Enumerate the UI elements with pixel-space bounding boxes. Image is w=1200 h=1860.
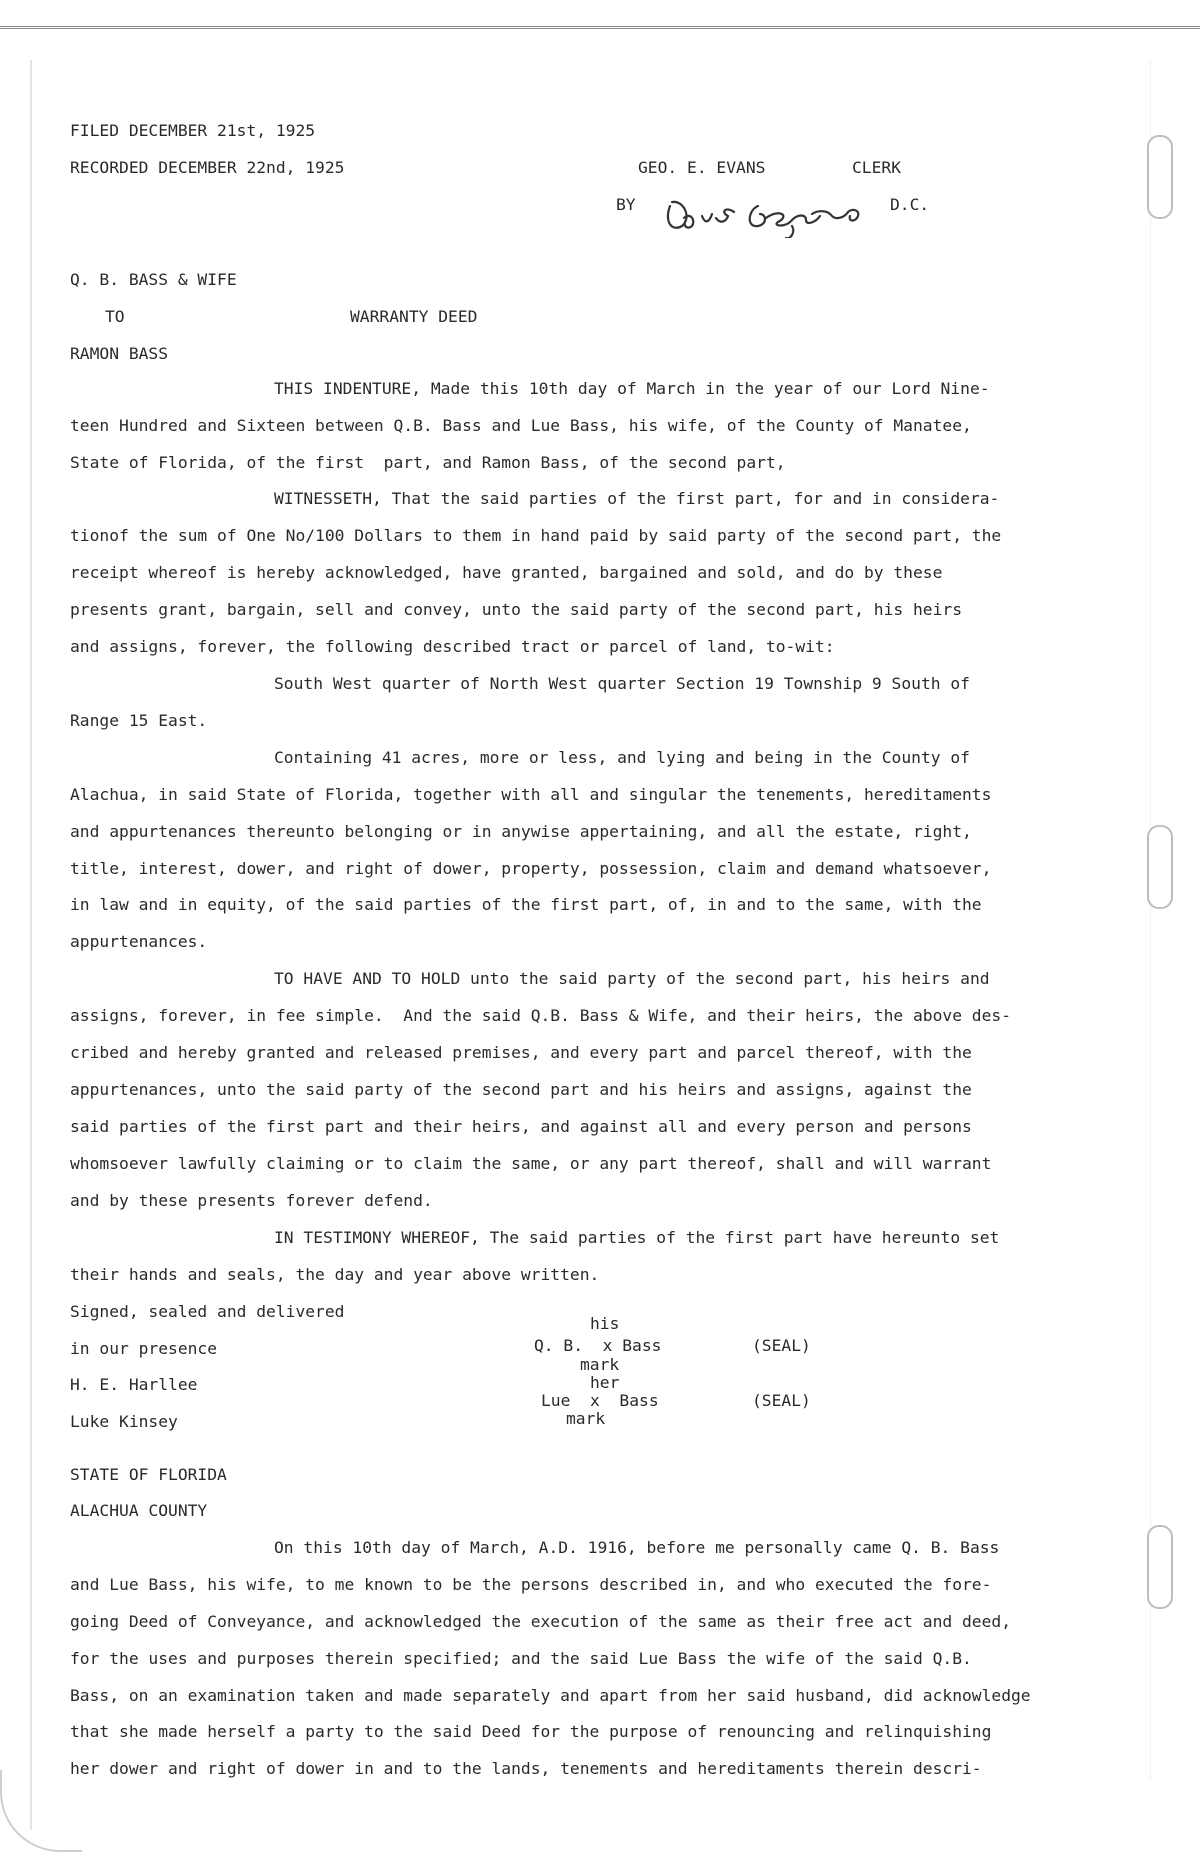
signed-sealed-label: Signed, sealed and delivered: [70, 1302, 345, 1321]
body-line: said parties of the first part and their heirs, and against all and every person and persons: [70, 1117, 972, 1136]
right-margin-line: [1150, 60, 1151, 1780]
ack-line: Bass, on an examination taken and made separately and apart from her said husband, did acknowledge: [70, 1686, 1031, 1705]
ack-line: On this 10th day of March, A.D. 1916, before me personally came Q. B. Bass: [274, 1538, 1000, 1557]
body-line: State of Florida, of the first part, and Ramon Bass, of the second part,: [70, 453, 786, 472]
grantor-names: Q. B. BASS & WIFE: [70, 270, 237, 289]
body-line: Alachua, in said State of Florida, together with all and singular the tenements, hereditaments: [70, 785, 992, 804]
signer1-seal: (SEAL): [752, 1336, 811, 1355]
body-line: THIS INDENTURE, Made this 10th day of March in the year of our Lord Nine-: [274, 379, 990, 398]
binder-hole-bottom: [1147, 1525, 1173, 1609]
ack-state: STATE OF FLORIDA: [70, 1465, 227, 1484]
witness-name: Luke Kinsey: [70, 1412, 178, 1431]
body-line: cribed and hereby granted and released premises, and every part and parcel thereof, with the: [70, 1043, 972, 1062]
body-line: IN TESTIMONY WHEREOF, The said parties of the first part have hereunto set: [274, 1228, 1000, 1247]
ack-line: that she made herself a party to the said Deed for the purpose of renouncing and relinquishing: [70, 1722, 992, 1741]
ack-county: ALACHUA COUNTY: [70, 1501, 208, 1520]
deputy-clerk-label: D.C.: [890, 195, 930, 214]
deputy-signature: [662, 192, 872, 238]
top-border-rule: [0, 26, 1200, 29]
left-margin-line: [30, 60, 32, 1830]
clerk-name: GEO. E. EVANS: [638, 158, 766, 177]
body-line: presents grant, bargain, sell and convey, unto the said party of the second part, his heirs: [70, 600, 962, 619]
body-line: teen Hundred and Sixteen between Q.B. Bass and Lue Bass, his wife, of the County of Manatee,: [70, 416, 972, 435]
body-line: South West quarter of North West quarter Section 19 Township 9 South of: [274, 674, 970, 693]
body-line: title, interest, dower, and right of dower, property, possession, claim and demand whatsoever,: [70, 859, 992, 878]
ack-line: going Deed of Conveyance, and acknowledged the execution of the same as their free act and deed,: [70, 1612, 1012, 1631]
signer1-his: his: [590, 1314, 620, 1333]
page-corner-curve: [0, 1770, 82, 1852]
signer2-her: her: [590, 1373, 620, 1392]
recorded-date: RECORDED DECEMBER 22nd, 1925: [70, 158, 345, 177]
grantee-name: RAMON BASS: [70, 344, 169, 363]
body-line: Range 15 East.: [70, 711, 208, 730]
binder-hole-top: [1147, 135, 1173, 219]
body-line: assigns, forever, in fee simple. And the said Q.B. Bass & Wife, and their heirs, the above des-: [70, 1006, 1012, 1025]
body-line: WITNESSETH, That the said parties of the first part, for and in considera-: [274, 489, 1000, 508]
body-line: appurtenances.: [70, 932, 208, 951]
deed-title: WARRANTY DEED: [350, 307, 478, 326]
body-line: whomsoever lawfully claiming or to claim the same, or any part thereof, shall and will warrant: [70, 1154, 992, 1173]
ack-line: and Lue Bass, his wife, to me known to be the persons described in, and who executed the fore-: [70, 1575, 992, 1594]
in-presence-label: in our presence: [70, 1339, 218, 1358]
by-label: BY: [616, 195, 636, 214]
signer1-mark: mark: [580, 1355, 620, 1374]
body-line: TO HAVE AND TO HOLD unto the said party of the second part, his heirs and: [274, 969, 990, 988]
signer2-seal: (SEAL): [752, 1391, 811, 1410]
body-line: and assigns, forever, the following described tract or parcel of land, to-wit:: [70, 637, 835, 656]
ack-line: for the uses and purposes therein specified; and the said Lue Bass the wife of the said Q.B.: [70, 1649, 972, 1668]
body-line: and appurtenances thereunto belonging or in anywise appertaining, and all the estate, right,: [70, 822, 972, 841]
binder-hole-middle: [1147, 825, 1173, 909]
body-line: tionof the sum of One No/100 Dollars to them in hand paid by said party of the second part, the: [70, 526, 1002, 545]
body-line: and by these presents forever defend.: [70, 1191, 433, 1210]
clerk-title: CLERK: [852, 158, 902, 177]
body-line: receipt whereof is hereby acknowledged, have granted, bargained and sold, and do by these: [70, 563, 943, 582]
signer1-name: Q. B. x Bass: [534, 1336, 662, 1355]
body-line: in law and in equity, of the said parties of the first part, of, in and to the same, with the: [70, 895, 982, 914]
ack-line: her dower and right of dower in and to the lands, tenements and hereditaments therein descri-: [70, 1759, 982, 1778]
body-line: appurtenances, unto the said party of the second part and his heirs and assigns, against the: [70, 1080, 972, 1099]
filed-date: FILED DECEMBER 21st, 1925: [70, 121, 316, 140]
body-line: their hands and seals, the day and year above written.: [70, 1265, 600, 1284]
signer2-mark: mark: [566, 1409, 606, 1428]
witness-name: H. E. Harllee: [70, 1375, 198, 1394]
body-line: Containing 41 acres, more or less, and lying and being in the County of: [274, 748, 970, 767]
signer2-name: Lue x Bass: [541, 1391, 659, 1410]
to-label: TO: [105, 307, 125, 326]
